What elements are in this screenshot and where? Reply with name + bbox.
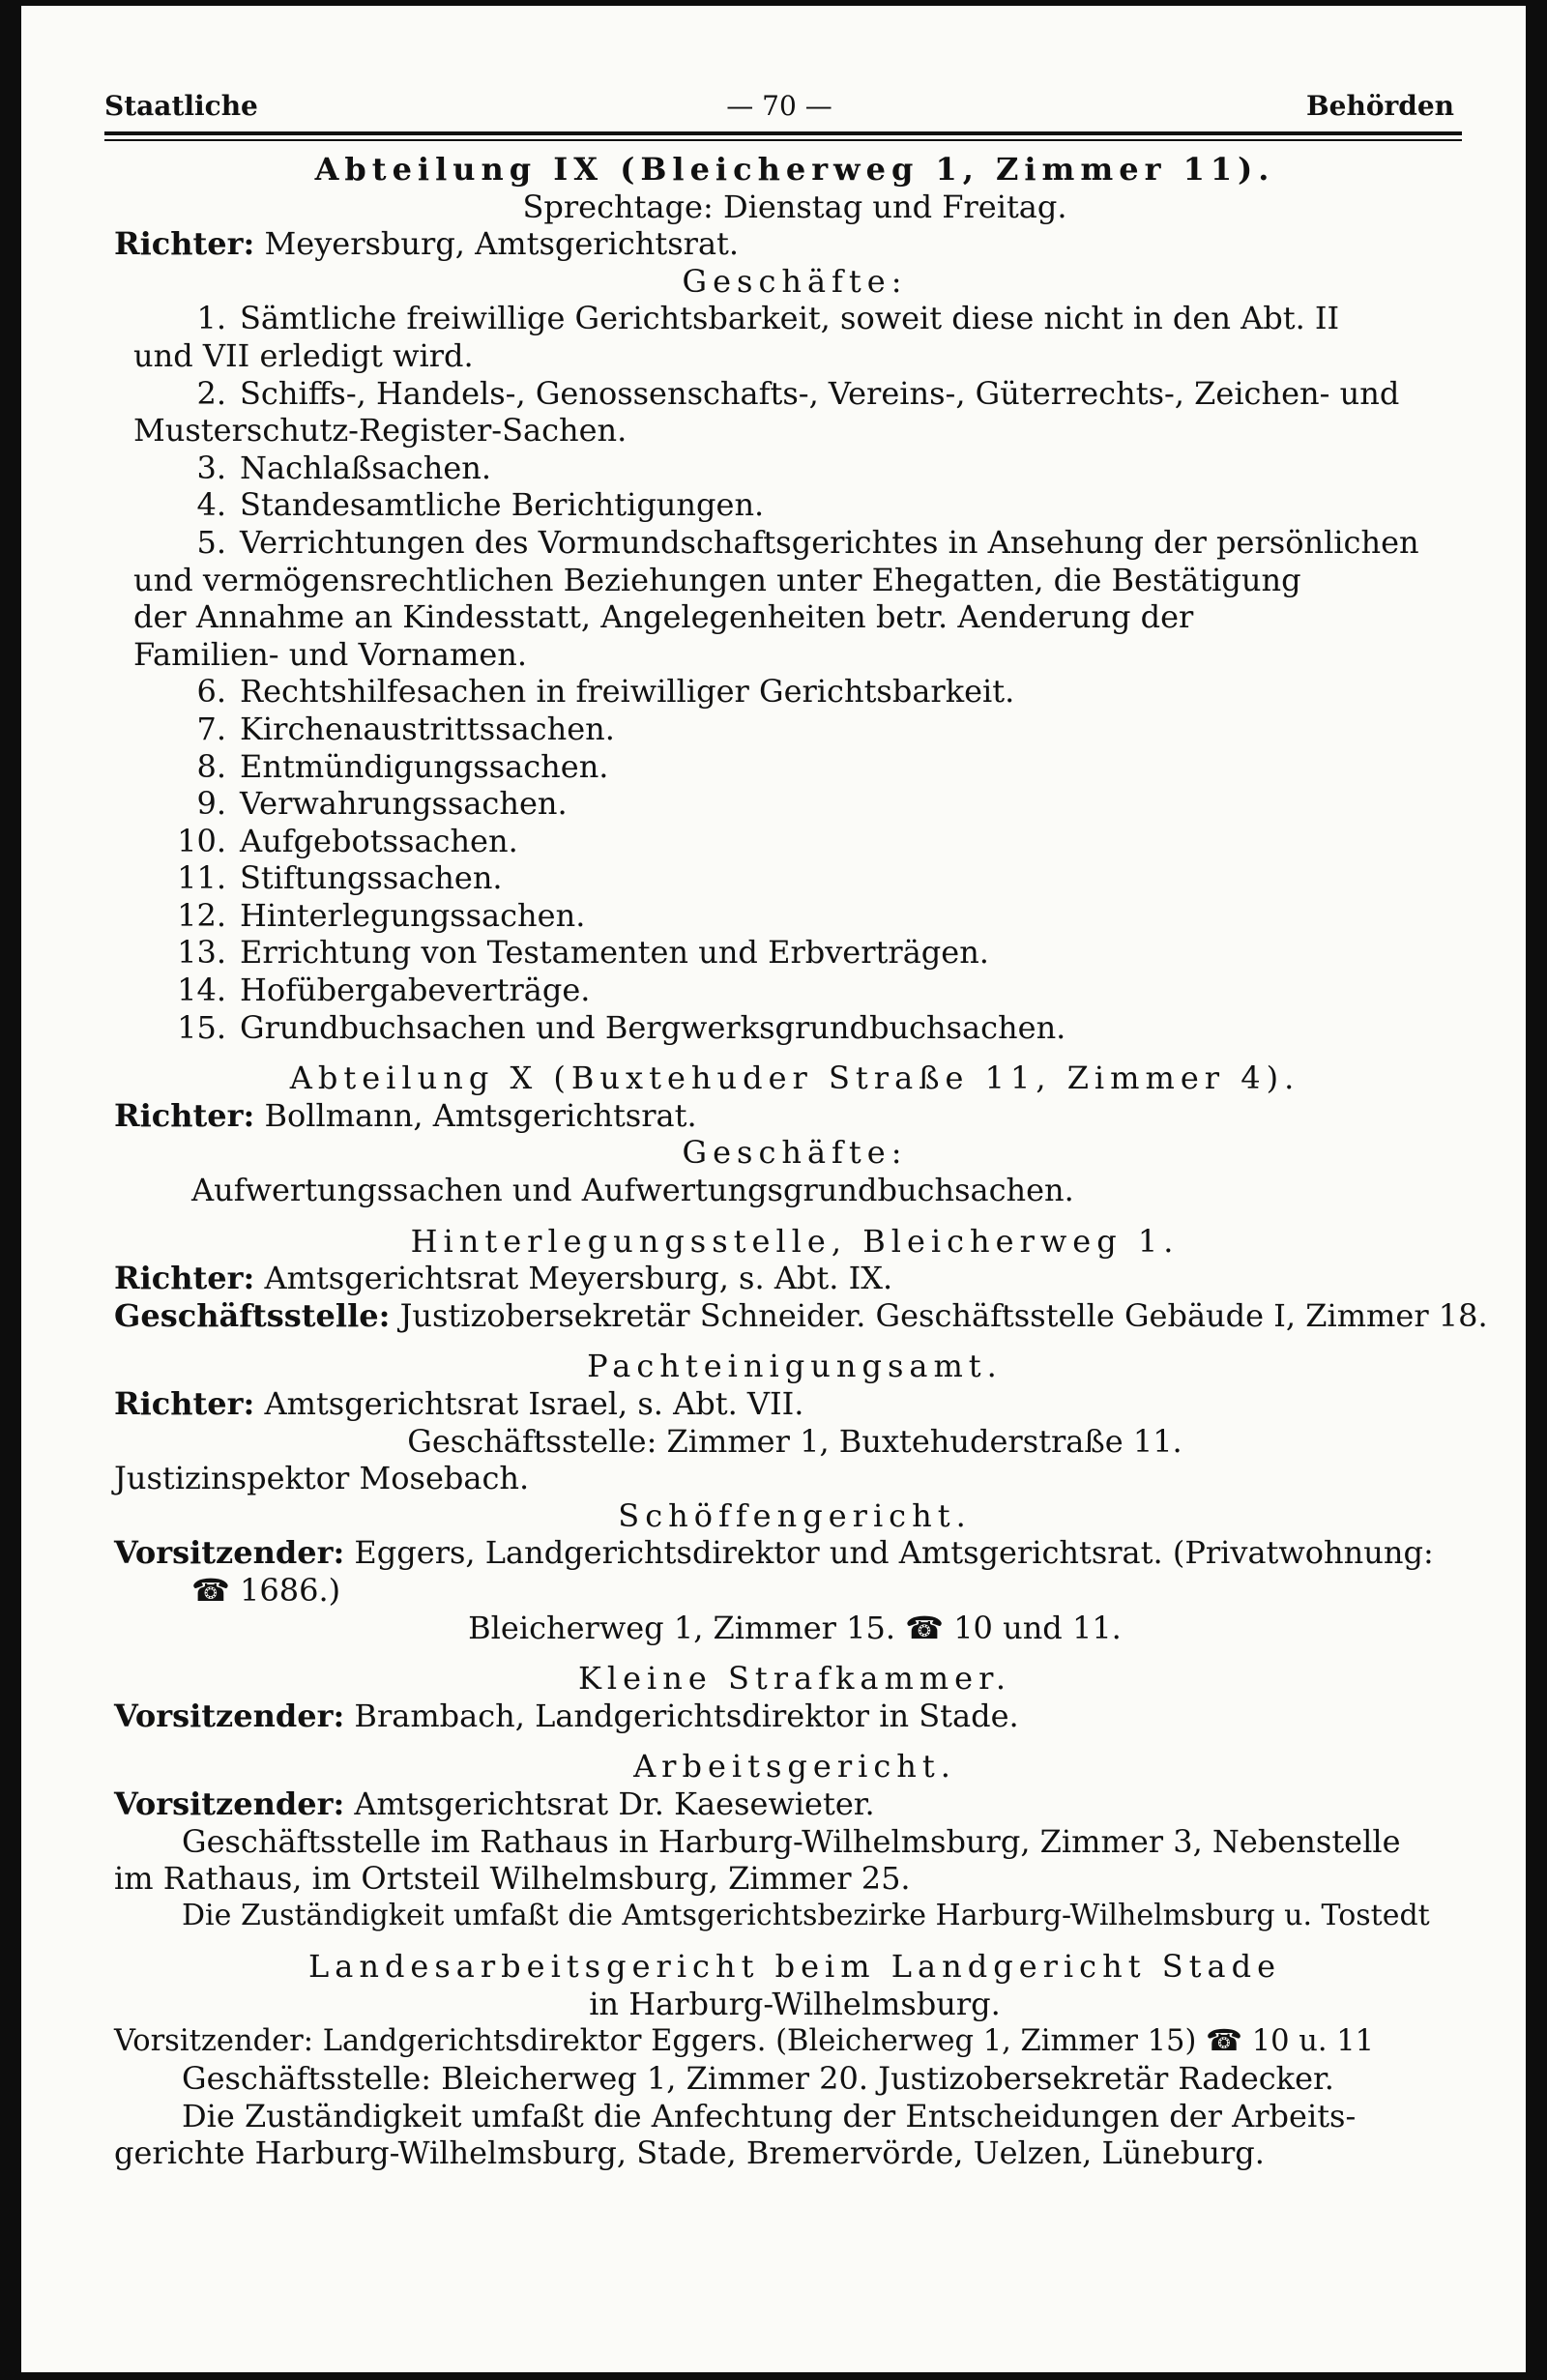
list-item-number: 10. <box>177 822 226 859</box>
landesarbeit-geschaeftsstelle: Geschäftsstelle: Bleicherweg 1, Zimmer 20. Justizobersekretär Radecker. <box>182 2060 1334 2098</box>
gs-label: Geschäftsstelle: <box>114 1296 391 1334</box>
list-item-text: Aufgebotssachen. <box>240 822 518 859</box>
list-item <box>114 524 1475 562</box>
richter-value: Amtsgerichtsrat Meyersburg, s. Abt. IX. <box>264 1260 893 1297</box>
list-item-number: 3. <box>196 449 226 486</box>
schoeffen-vorsitzender <box>114 1534 1475 1572</box>
kleine-title: Kleine Strafkammer. <box>577 1660 1012 1698</box>
pacht-title: Pachteinigungsamt. <box>587 1348 1003 1385</box>
vors-label: Vorsitzender: <box>114 1534 345 1572</box>
arbeit-gs1: Geschäftsstelle im Rathaus in Harburg-Wilhelmsburg, Zimmer 3, Nebenstelle <box>182 1822 1401 1860</box>
list-item <box>114 823 1475 860</box>
header-right: Behörden <box>1305 90 1454 122</box>
pacht-inspektor: Justizinspektor Mosebach. <box>114 1460 530 1497</box>
list-item-text: Errichtung von Testamenten und Erbverträgen. <box>240 934 989 972</box>
schoeffen-title: Schöffengericht. <box>618 1496 972 1534</box>
arbeit-vorsitzender <box>114 1785 1475 1823</box>
landesarbeit-title: Landesarbeitsgericht beim Landgericht Stade <box>308 1948 1281 1986</box>
list-item-text: Verwahrungssachen. <box>240 785 568 823</box>
list-item <box>114 748 1475 786</box>
list-item-number: 2. <box>196 374 226 412</box>
richter-label: Richter: <box>114 1260 255 1297</box>
list-item-number: 6. <box>196 673 226 711</box>
vors-value: Amtsgerichtsrat Dr. Kaesewieter. <box>354 1785 875 1822</box>
running-header <box>104 83 1454 128</box>
list-item-text: Grundbuchsachen und Bergwerksgrundbuchsachen. <box>240 1008 1066 1046</box>
schoeffen-telefon: ☎ 1686.) <box>191 1571 341 1609</box>
richter-label: Richter: <box>114 225 255 263</box>
abt9-geschaefte-title: Geschäfte: <box>682 262 908 300</box>
kleine-vorsitzender <box>114 1698 1475 1735</box>
abt10-richter <box>114 1097 1475 1135</box>
list-item-number: 1. <box>196 300 226 337</box>
richter-label: Richter: <box>114 1385 255 1422</box>
header-rule-thick <box>104 131 1462 135</box>
list-item <box>114 859 1475 897</box>
hinterlegung-geschaeftsstelle <box>114 1296 1488 1335</box>
hinterlegung-title: Hinterlegungsstelle, Bleicherweg 1. <box>410 1222 1180 1260</box>
list-item-text: Sämtliche freiwillige Gerichtsbarkeit, soweit diese nicht in den Abt. II <box>240 300 1340 337</box>
list-item <box>114 636 1475 674</box>
header-rule-thin <box>104 139 1462 141</box>
richter-value: Bollmann, Amtsgerichtsrat. <box>264 1096 697 1134</box>
richter-value: Amtsgerichtsrat Israel, s. Abt. VII. <box>264 1385 804 1422</box>
list-item-text: Musterschutz-Register-Sachen. <box>133 412 628 450</box>
list-item-text: Nachlaßsachen. <box>240 449 492 486</box>
vors-label: Vorsitzender: <box>114 1697 345 1734</box>
abt9-geschaefte-list <box>114 300 1475 1046</box>
list-item-text: Rechtshilfesachen in freiwilliger Gerichtsbarkeit. <box>240 673 1015 711</box>
list-item-number: 11. <box>177 859 226 897</box>
list-item-text: und VII erledigt wird. <box>133 336 474 374</box>
pacht-richter <box>114 1385 1475 1423</box>
list-item <box>114 934 1475 972</box>
header-left: Staatliche <box>104 90 258 122</box>
list-item <box>114 337 1475 375</box>
page-number: — 70 — <box>726 90 832 122</box>
list-item-text: Kirchenaustrittssachen. <box>240 710 615 747</box>
abt9-richter <box>114 225 1475 263</box>
abt9-title: Abteilung IX (Bleicherweg 1, Zimmer 11). <box>314 151 1275 188</box>
landesarbeit-zust1: Die Zuständigkeit umfaßt die Anfechtung der Entscheidungen der Arbeits- <box>182 2097 1357 2134</box>
list-item-text: Schiffs-, Handels-, Genossenschafts-, Vereins-, Güterrechts-, Zeichen- und <box>240 374 1400 412</box>
list-item-text: und vermögensrechtlichen Beziehungen unter Ehegatten, die Bestätigung <box>133 561 1301 598</box>
schoeffen-ort: Bleicherweg 1, Zimmer 15. ☎ 10 und 11. <box>468 1609 1122 1646</box>
list-item-text: Entmündigungssachen. <box>240 747 609 785</box>
list-item-text: Familien- und Vornamen. <box>133 635 528 673</box>
abt10-title: Abteilung X (Buxtehuder Straße 11, Zimmer 4). <box>289 1059 1300 1097</box>
list-item <box>114 785 1475 823</box>
abt9-sprechtage: Sprechtage: Dienstag und Freitag. <box>522 188 1067 225</box>
list-item-number: 5. <box>196 523 226 561</box>
landesarbeit-subtitle: in Harburg-Wilhelmsburg. <box>589 1985 1001 2022</box>
landesarbeit-vorsitzender: Vorsitzender: Landgerichtsdirektor Eggers. (Bleicherweg 1, Zimmer 15) ☎ 10 u. 11 <box>114 2023 1375 2058</box>
list-item-number: 7. <box>196 710 226 747</box>
list-item-number: 15. <box>177 1008 226 1046</box>
list-item-number: 8. <box>196 747 226 785</box>
list-item-text: Hofübergabeverträge. <box>240 972 591 1009</box>
vors-value: Brambach, Landgerichtsdirektor in Stade. <box>354 1697 1019 1734</box>
arbeit-zustaendigkeit: Die Zuständigkeit umfaßt die Amtsgerichtsbezirke Harburg-Wilhelmsburg u. Tostedt <box>182 1898 1430 1932</box>
arbeit-title: Arbeitsgericht. <box>633 1748 956 1785</box>
list-item-number: 9. <box>196 785 226 823</box>
list-item-text: Hinterlegungssachen. <box>240 896 586 934</box>
list-item <box>114 486 1475 524</box>
richter-value: Meyersburg, Amtsgerichtsrat. <box>264 225 740 263</box>
list-item <box>114 450 1475 487</box>
list-item-number: 13. <box>177 934 226 972</box>
list-item <box>114 1009 1475 1047</box>
list-item <box>114 711 1475 748</box>
list-item-text: Standesamtliche Berichtigungen. <box>240 486 765 524</box>
list-item <box>114 412 1475 450</box>
list-item <box>114 562 1475 599</box>
list-item-text: Verrichtungen des Vormundschaftsgerichtes in Ansehung der persönlichen <box>240 523 1419 561</box>
gs-value: Justizobersekretär Schneider. Geschäftsstelle Gebäude I, Zimmer 18. <box>399 1296 1488 1334</box>
list-item <box>114 673 1475 711</box>
list-item-text: Stiftungssachen. <box>240 859 503 897</box>
list-item-text: der Annahme an Kindesstatt, Angelegenheiten betr. Aenderung der <box>133 598 1194 636</box>
list-item <box>114 897 1475 935</box>
page-content <box>114 151 1488 2172</box>
vors-value: Eggers, Landgerichtsdirektor und Amtsgerichtsrat. (Privatwohnung: <box>354 1534 1434 1572</box>
pacht-geschaeftsstelle: Geschäftsstelle: Zimmer 1, Buxtehuderstraße 11. <box>407 1422 1182 1460</box>
list-item <box>114 300 1475 337</box>
list-item <box>114 375 1475 413</box>
list-item <box>114 972 1475 1009</box>
abt10-geschaefte: Aufwertungssachen und Aufwertungsgrundbuchsachen. <box>191 1172 1074 1209</box>
vors-label: Vorsitzender: <box>114 1785 345 1822</box>
abt10-geschaefte-title: Geschäfte: <box>682 1134 908 1172</box>
hinterlegung-richter <box>114 1260 1475 1297</box>
list-item <box>114 598 1475 636</box>
list-item-number: 4. <box>196 486 226 524</box>
landesarbeit-zust2: gerichte Harburg-Wilhelmsburg, Stade, Bremervörde, Uelzen, Lüneburg. <box>114 2134 1265 2172</box>
list-item-number: 14. <box>177 972 226 1009</box>
list-item-number: 12. <box>177 896 226 934</box>
richter-label: Richter: <box>114 1096 255 1134</box>
arbeit-gs2: im Rathaus, im Ortsteil Wilhelmsburg, Zimmer 25. <box>114 1860 911 1898</box>
